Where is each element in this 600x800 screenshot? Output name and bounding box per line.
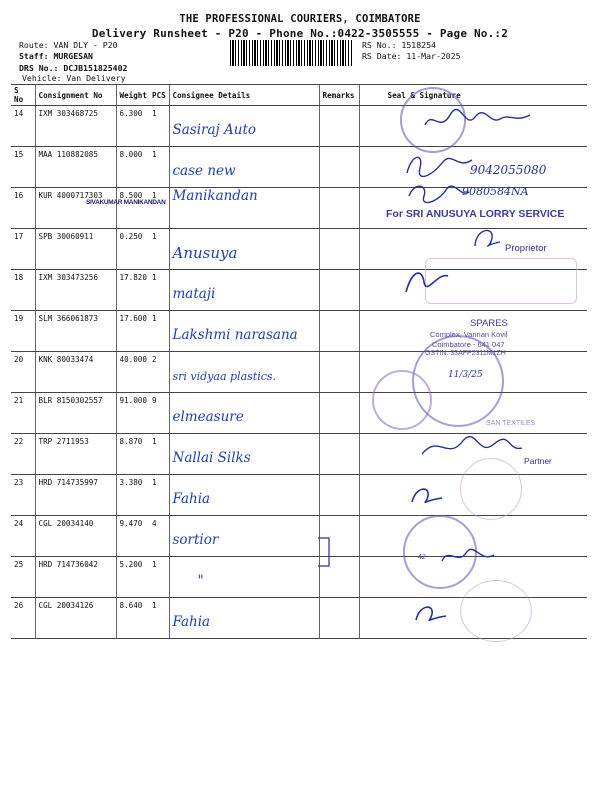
row-consignment: CGL 20034126 <box>35 598 116 639</box>
row18-signature <box>402 264 452 298</box>
col-consignee: Consignee Details <box>169 85 319 106</box>
row24-bracket <box>315 534 335 570</box>
row-weight: 8.000 <box>116 147 149 188</box>
row-consignee: sortior <box>169 516 319 557</box>
row-remarks <box>319 188 359 229</box>
row-weight: 91.000 <box>116 393 149 434</box>
barcode <box>230 40 352 66</box>
row-remarks <box>319 147 359 188</box>
row-consignee: Anusuya <box>169 229 319 270</box>
row-sno: 17 <box>11 229 35 270</box>
row-pcs: 1 <box>149 147 169 188</box>
row-consignment: HRD 714735997 <box>35 475 116 516</box>
row-pcs: 1 <box>149 557 169 598</box>
row16-phone: 9080584NA <box>462 185 529 198</box>
row-sno: 25 <box>11 557 35 598</box>
row14-signature <box>420 105 540 135</box>
row-sno: 23 <box>11 475 35 516</box>
row-consignee: mataji <box>169 270 319 311</box>
row21-seal-stamp <box>372 370 432 430</box>
row-pcs: 1 <box>149 106 169 147</box>
row-pcs: 1 <box>149 475 169 516</box>
col-seal: Seal & Signature <box>359 85 587 106</box>
row25-signature <box>438 543 498 569</box>
row-consignment: KNK 80033474 <box>35 352 116 393</box>
row-sno: 18 <box>11 270 35 311</box>
row15-phone: 9042055080 <box>470 163 547 177</box>
col-pcs: PCS <box>149 85 169 106</box>
row-sno: 22 <box>11 434 35 475</box>
row-consignee: case new <box>169 147 319 188</box>
row20-gstin: GSTIN: 33AFP2311M1ZH <box>425 350 506 357</box>
row-sno: 24 <box>11 516 35 557</box>
row-consignment: IXM 303473256 <box>35 270 116 311</box>
row16-stamp-name: For SRI ANUSUYA LORRY SERVICE <box>386 208 565 220</box>
row20-date: 11/3/25 <box>448 370 483 380</box>
row-remarks <box>319 270 359 311</box>
row-remarks <box>319 106 359 147</box>
rs-number: RS No.: 1518254 <box>362 40 436 50</box>
row-consignee: Nallai Silks <box>169 434 319 475</box>
table-row <box>11 393 587 434</box>
row-consignment: KUR 4000717303 <box>35 188 116 229</box>
row-consignment: CGL 20034140 <box>35 516 116 557</box>
row-consignment: BLR 8150302557 <box>35 393 116 434</box>
row-weight: 5.200 <box>116 557 149 598</box>
row26-signature <box>412 600 452 626</box>
row-remarks <box>319 352 359 393</box>
col-weight: Weight <box>116 85 149 106</box>
row21-stamp-name: SAN TEXTILES <box>486 420 536 427</box>
header-stamp-overlay: SIVAKUMAR MANIKANDAN <box>86 199 166 206</box>
row-consignee: sri vidyaa plastics. <box>169 352 319 393</box>
row-remarks <box>319 434 359 475</box>
row-consignment: HRD 714736042 <box>35 557 116 598</box>
row-pcs: 1 <box>149 434 169 475</box>
row-weight: 17.600 <box>116 311 149 352</box>
row-consignee: Lakshmi narasana <box>169 311 319 352</box>
row-sno: 26 <box>11 598 35 639</box>
row23-stamp <box>460 458 522 520</box>
staff-label: Staff: MURGESAN <box>19 51 93 61</box>
row17-stamp-role: Proprietor <box>505 243 547 254</box>
row-remarks <box>319 393 359 434</box>
row-sno: 15 <box>11 147 35 188</box>
row17-signature <box>470 224 510 252</box>
row19-stamp-a: SPARES <box>470 318 508 329</box>
row-pcs: 1 <box>149 270 169 311</box>
table-header-row <box>11 85 587 106</box>
row-weight: 0.250 <box>116 229 149 270</box>
row-weight: 8.640 <box>116 598 149 639</box>
drs-number: DRS No.: DCJB151825402 <box>19 63 128 73</box>
row-sno: 16 <box>11 188 35 229</box>
row-weight: 8.500 <box>116 188 149 229</box>
row-sno: 20 <box>11 352 35 393</box>
row23-signature <box>408 482 448 508</box>
row-remarks <box>319 598 359 639</box>
row-consignee: Fahia <box>169 475 319 516</box>
row19-stamp-b: Complex, Vannan Kovil <box>430 330 508 339</box>
row-consignee: Manikandan <box>169 188 319 229</box>
row-sno: 19 <box>11 311 35 352</box>
row-weight: 17.820 <box>116 270 149 311</box>
col-consignment: Consignment No <box>35 85 116 106</box>
row-consignment: TRP 2711953 <box>35 434 116 475</box>
row-consignee: Fahia <box>169 598 319 639</box>
row-pcs: 1 <box>149 188 169 229</box>
row-consignee: elmeasure <box>169 393 319 434</box>
row-remarks <box>319 229 359 270</box>
row-consignment: IXM 303468725 <box>35 106 116 147</box>
row19-stamp-c: Coimbatore - 641 047 <box>432 340 505 349</box>
row22-stamp-role: Partner <box>524 456 552 466</box>
row-remarks <box>319 311 359 352</box>
col-remarks: Remarks <box>319 85 359 106</box>
row-consignment: MAA 110882085 <box>35 147 116 188</box>
row-weight: 9.470 <box>116 516 149 557</box>
row-sno: 21 <box>11 393 35 434</box>
runsheet-subtitle: Delivery Runsheet - P20 - Phone No.:0422-3505555 - Page No.:2 <box>91 27 509 40</box>
row-pcs: 2 <box>149 352 169 393</box>
row-remarks <box>319 475 359 516</box>
row-consignee: Sasiraj Auto <box>169 106 319 147</box>
row-weight: 40.000 <box>116 352 149 393</box>
row-sno: 14 <box>11 106 35 147</box>
col-sno: S No <box>11 85 35 106</box>
row-consignment: SPB 30060911 <box>35 229 116 270</box>
row-weight: 6.300 <box>116 106 149 147</box>
row22-signature <box>418 430 528 466</box>
row26-stamp <box>460 580 532 642</box>
table-row <box>11 516 587 557</box>
row-consignment: SLM 366061873 <box>35 311 116 352</box>
row-weight: 8.870 <box>116 434 149 475</box>
company-title: THE PROFESSIONAL COURIERS, COIMBATORE <box>179 13 421 25</box>
row-pcs: 4 <box>149 516 169 557</box>
route-label: Route: VAN DLY - P20 <box>19 40 118 50</box>
row-consignee: " <box>169 557 319 598</box>
row25-stamp-text: 42 <box>418 554 426 561</box>
vehicle-label: Vehicle: Van Delivery <box>22 73 126 83</box>
row-pcs: 1 <box>149 598 169 639</box>
row-pcs: 1 <box>149 229 169 270</box>
rs-date: RS Date: 11-Mar-2025 <box>362 51 461 61</box>
row-pcs: 9 <box>149 393 169 434</box>
row-weight: 3.380 <box>116 475 149 516</box>
row-pcs: 1 <box>149 311 169 352</box>
